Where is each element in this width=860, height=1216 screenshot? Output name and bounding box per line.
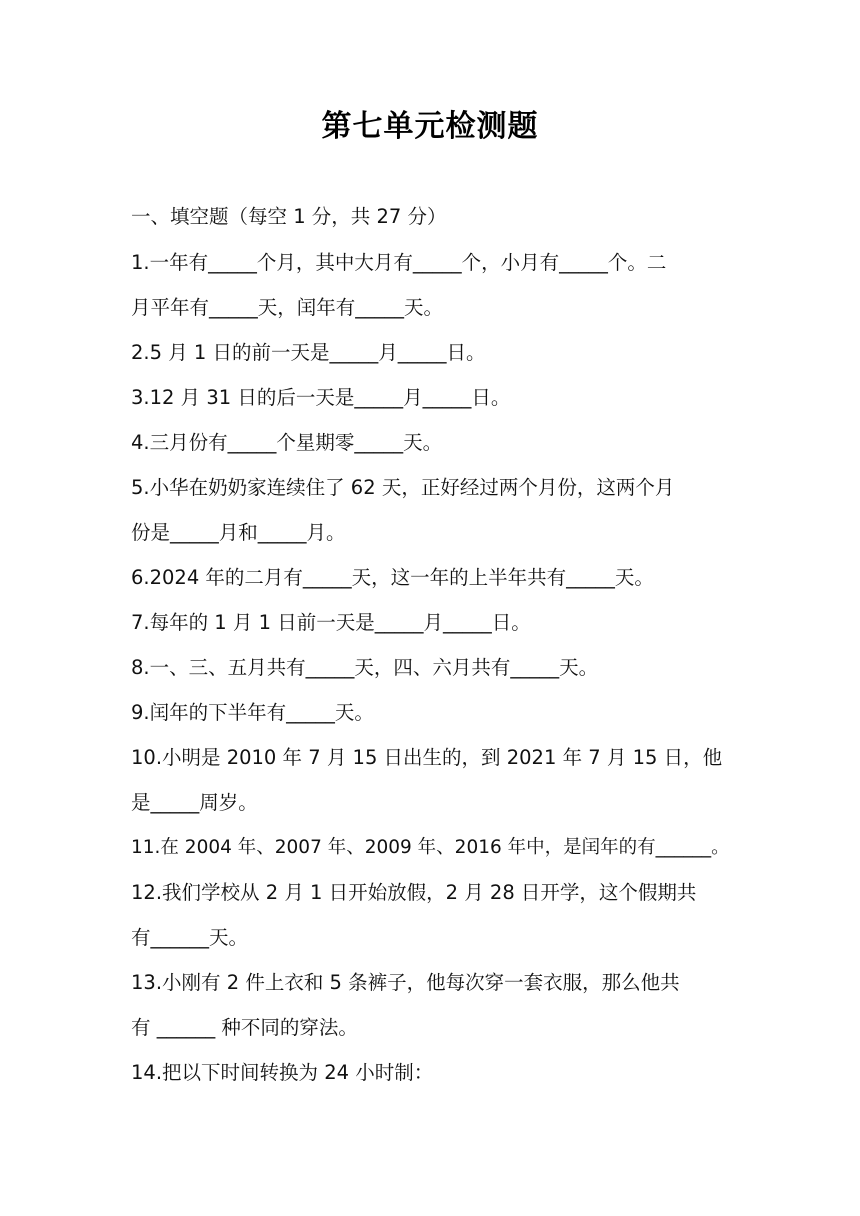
question-2: 2.5 月 1 日的前一天是_____月_____日。 <box>131 341 486 364</box>
question-7: 7.每年的 1 月 1 日前一天是_____月_____日。 <box>131 611 531 634</box>
question-1-line-2: 月平年有_____天，闰年有_____天。 <box>131 296 444 319</box>
question-11: 11.在 2004 年、2007 年、2009 年、2016 年中，是闰年的有______。 <box>131 837 730 858</box>
page-title: 第七单元检测题 <box>321 109 539 144</box>
question-1-line-1: 1.一年有_____个月，其中大月有_____个，小月有_____个。二 <box>131 251 667 274</box>
question-10-line-2: 是_____周岁。 <box>131 791 258 814</box>
question-3: 3.12 月 31 日的后一天是_____月_____日。 <box>131 386 511 409</box>
section-heading: 一、填空题（每空 1 分，共 27 分） <box>131 205 447 228</box>
question-10-line-1: 10.小明是 2010 年 7 月 15 日出生的，到 2021 年 7 月 15 日，他 <box>131 746 723 769</box>
question-9: 9.闰年的下半年有_____天。 <box>131 701 374 724</box>
question-6: 6.2024 年的二月有_____天，这一年的上半年共有_____天。 <box>131 566 654 589</box>
question-4: 4.三月份有_____个星期零_____天。 <box>131 431 443 454</box>
question-12-line-1: 12.我们学校从 2 月 1 日开始放假，2 月 28 日开学，这个假期共 <box>131 881 697 904</box>
question-14: 14.把以下时间转换为 24 小时制： <box>131 1061 434 1084</box>
question-5-line-2: 份是_____月和_____月。 <box>131 521 346 544</box>
question-13-line-1: 13.小刚有 2 件上衣和 5 条裤子，他每次穿一套衣服，那么他共 <box>131 971 680 994</box>
question-8: 8.一、三、五月共有_____天，四、六月共有_____天。 <box>131 656 599 679</box>
question-12-line-2: 有______天。 <box>131 926 249 949</box>
question-5-line-1: 5.小华在奶奶家连续住了 62 天，正好经过两个月份，这两个月 <box>131 476 675 499</box>
question-13-line-2: 有 ______ 种不同的穿法。 <box>131 1016 358 1039</box>
